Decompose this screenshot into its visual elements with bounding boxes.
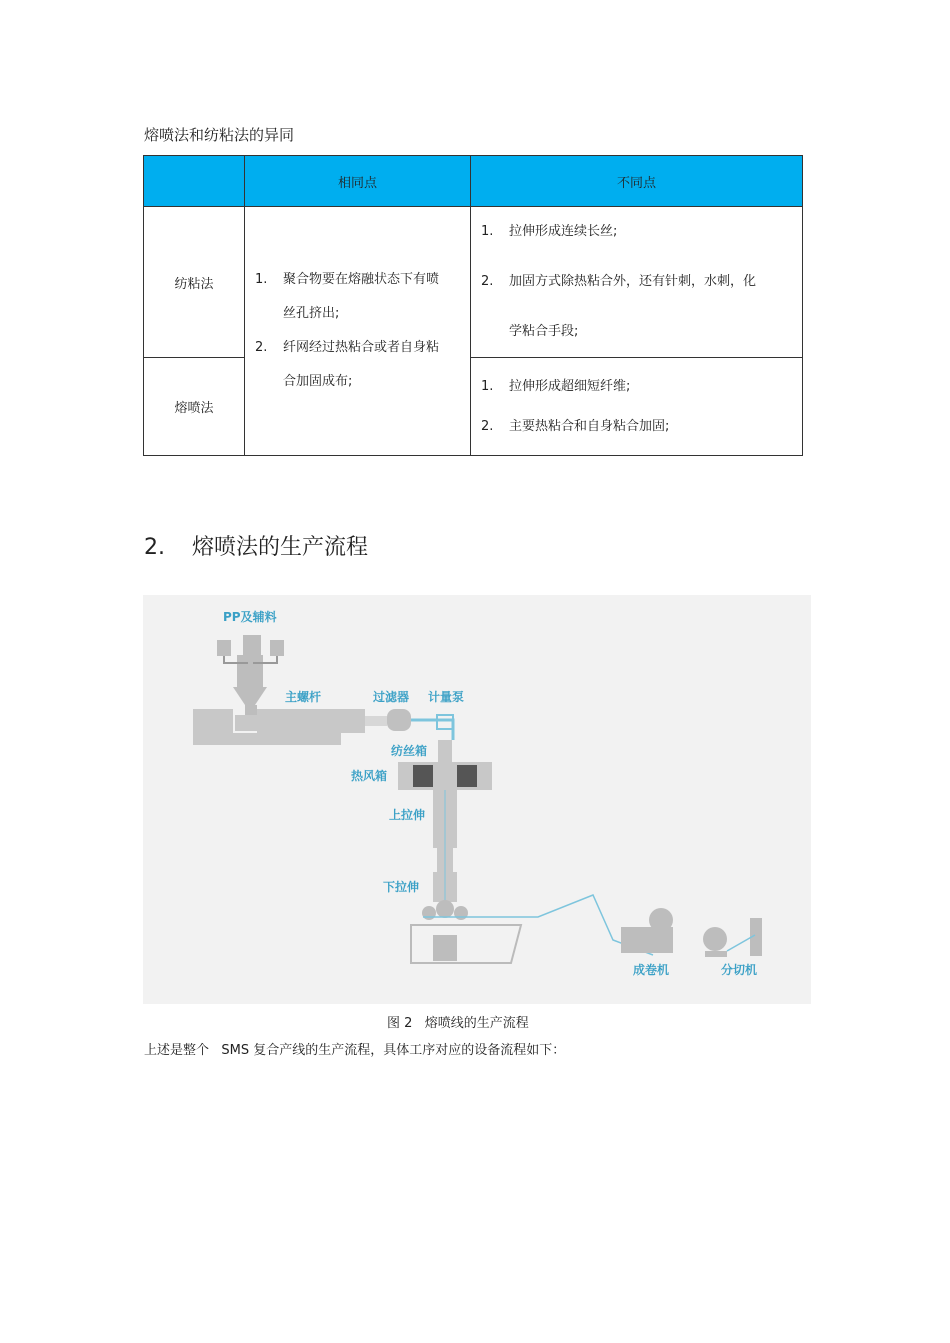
list-item: 2. 加固方式除热粘合外，还有针刺，水刺，化学粘合手段; bbox=[481, 274, 757, 339]
list-item: 1. 聚合物要在熔融状态下有喷丝孔挤出; bbox=[255, 272, 440, 321]
header-empty bbox=[144, 156, 245, 207]
process-diagram-svg bbox=[143, 595, 811, 1004]
similarities-cell bbox=[245, 207, 471, 456]
label-spin-box: 纺丝箱 bbox=[391, 744, 428, 758]
label-pump: 计量泵 bbox=[428, 690, 465, 704]
extruder bbox=[193, 709, 365, 745]
label-hot-air: 热风箱 bbox=[351, 769, 388, 783]
body-paragraph: 上述是整个 SMS 复合产线的生产流程，具体工序对应的设备流程如下： bbox=[144, 1043, 566, 1058]
collector bbox=[422, 900, 468, 961]
hot-air-right bbox=[457, 765, 477, 787]
hot-air-left bbox=[413, 765, 433, 787]
label-lower-draw: 下拉伸 bbox=[383, 880, 420, 894]
row-label-meltblown: 熔喷法 bbox=[144, 358, 245, 456]
header-similarities: 相同点 bbox=[245, 156, 471, 207]
spin-box bbox=[398, 762, 492, 790]
differences-cell-meltblown bbox=[471, 358, 803, 456]
similarities-list bbox=[245, 263, 470, 399]
slitter bbox=[703, 918, 762, 957]
process-diagram bbox=[143, 595, 811, 1004]
table-row bbox=[144, 358, 803, 456]
label-screw: 主螺杆 bbox=[285, 690, 322, 704]
list-item: 1. 拉伸形成连续长丝; bbox=[481, 224, 618, 239]
section-title: 熔喷法的生产流程 bbox=[192, 535, 369, 560]
pump-shape bbox=[437, 715, 453, 729]
label-upper-draw: 上拉伸 bbox=[389, 808, 426, 822]
differences-list bbox=[471, 207, 802, 357]
table-row bbox=[144, 207, 803, 358]
section-number: 2. bbox=[144, 535, 165, 560]
label-pp: PP及辅料 bbox=[223, 610, 277, 624]
section-heading bbox=[144, 530, 368, 561]
hoppers bbox=[217, 635, 284, 717]
list-item: 1. 拉伸形成超细短纤维; bbox=[481, 378, 631, 394]
table-title: 熔喷法和纺粘法的异同 bbox=[144, 126, 295, 144]
header-differences: 不同点 bbox=[471, 156, 803, 207]
filter-shape bbox=[387, 709, 411, 731]
figure-caption: 图 2 熔喷线的生产流程 bbox=[387, 1016, 529, 1031]
row-label-spunbond: 纺粘法 bbox=[144, 207, 245, 358]
list-item: 2. 主要热粘合和自身粘合加固; bbox=[481, 418, 670, 434]
label-slitter: 分切机 bbox=[721, 963, 758, 977]
winder bbox=[621, 908, 673, 953]
label-filter: 过滤器 bbox=[373, 690, 410, 704]
list-item: 2. 纤网经过热粘合或者自身粘合加固成布; bbox=[255, 340, 440, 389]
differences-list bbox=[471, 367, 802, 447]
differences-cell-spunbond bbox=[471, 207, 803, 358]
label-winder: 成卷机 bbox=[633, 963, 670, 977]
table-header-row bbox=[144, 156, 803, 207]
comparison-table bbox=[143, 155, 803, 456]
